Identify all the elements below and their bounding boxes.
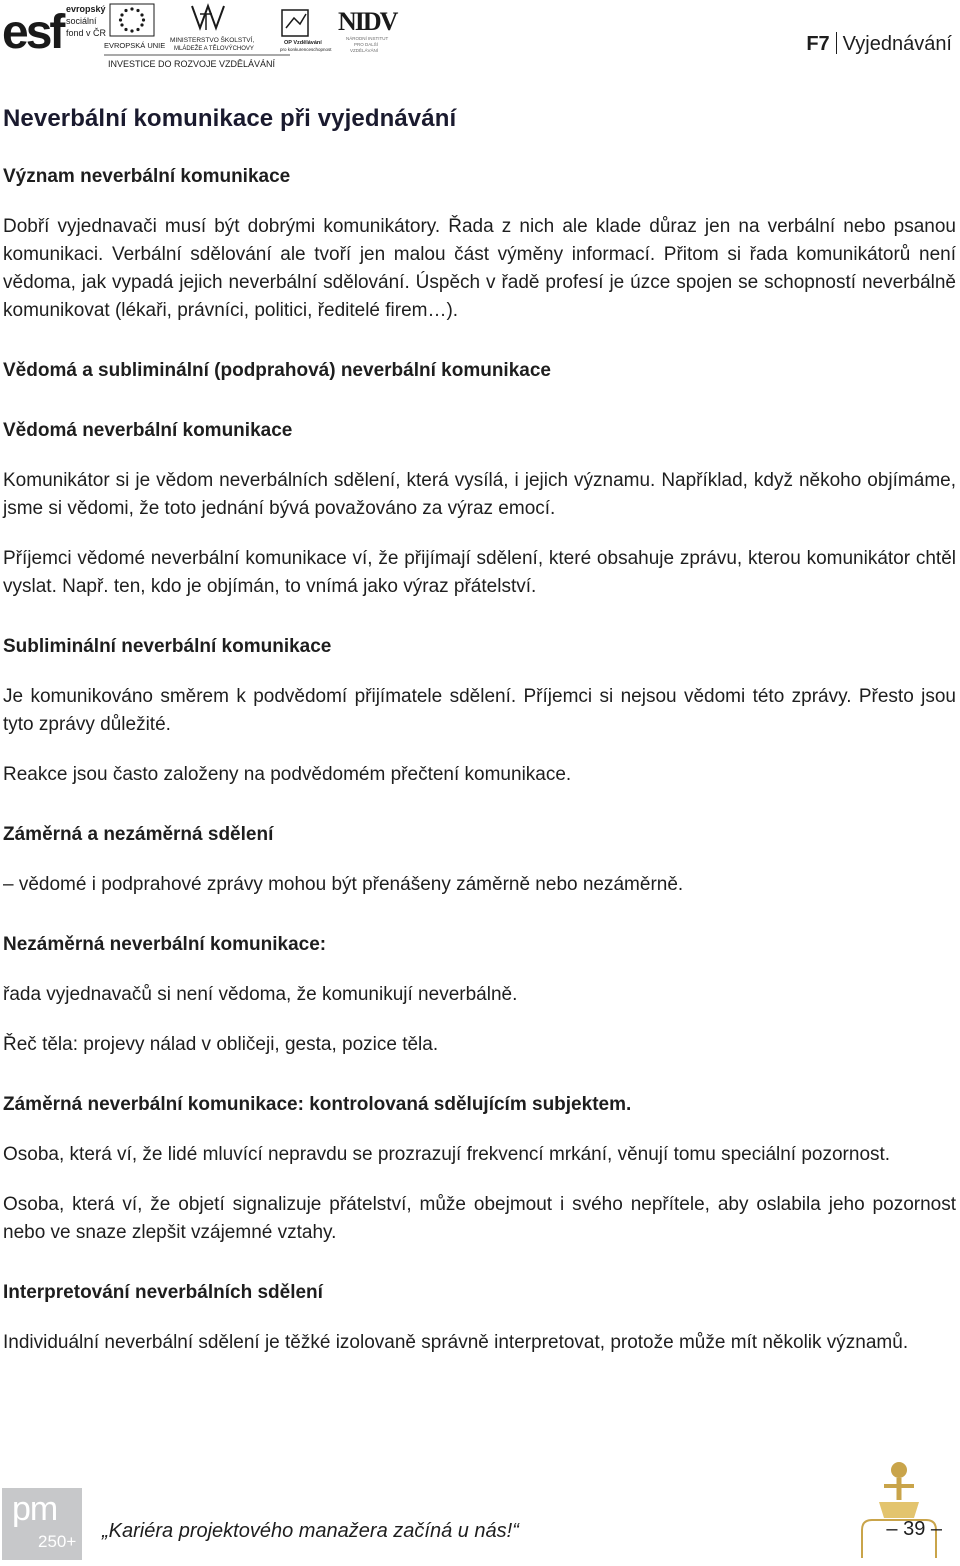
paragraph-zamerna-2: Osoba, která ví, že objetí signalizuje přátelství, může obejmout i svého nepřítele, aby oslabila jeho pozornost nebo ve snaze zlepšit vzájemné vztahy. (3, 1194, 956, 1243)
esf-line-2: sociální (66, 16, 97, 26)
paragraph-vedoma-1: Komunikátor si je vědom neverbálních sdělení, která vysílá, i jejich významu. Například, když někoho objímáme, jsme si vědomi, že toto jednání bývá považováno za výraz emocí. (3, 470, 956, 519)
op-line-1: OP Vzdělávání (284, 40, 322, 46)
paragraph-nezamerna-2: Řeč těla: projevy nálad v obličeji, gesta, pozice těla. (3, 1034, 439, 1055)
nidv-line-1: NÁRODNÍ INSTITUT (346, 36, 389, 41)
chapter-separator (836, 32, 837, 54)
section-heading-subliminalni: Subliminální neverbální komunikace (3, 636, 332, 657)
msmt-line-1: MINISTERSTVO ŠKOLSTVÍ, (170, 37, 255, 44)
op-line-2: pro konkurenceschopnost (280, 47, 332, 52)
chapter-header (806, 32, 952, 56)
msmt-logo (170, 6, 254, 52)
msmt-line-2: MLÁDEŽE A TĚLOVÝCHOVY (174, 46, 254, 52)
paragraph-zamerna-nezamerna: – vědomé i podprahové zprávy mohou být přenášeny záměrně nebo nezáměrně. (3, 874, 684, 895)
page-footer (0, 1480, 960, 1566)
section-heading-nezamerna: Nezáměrná neverbální komunikace: (3, 934, 327, 955)
pm-250-logo (2, 1488, 82, 1560)
logo-tagline: INVESTICE DO ROZVOJE VZDĚLÁVÁNÍ (108, 59, 276, 69)
nidv-line-3: VZDĚLÁVÁNÍ (350, 48, 379, 53)
section-heading-interpretovani: Interpretování neverbálních sdělení (3, 1282, 323, 1303)
paragraph-vyznam: Dobří vyjednavači musí být dobrými komunikátory. Řada z nich ale klade důraz jen na verbální nebo psanou komunikaci. Verbální sdělování ale tvoří jen malou část výměny informací. Přitom si řada komunikátorů není vědoma, jak vypadá jejich neverbální sdělování. Úspěch v řadě profesí je úzce spojen se schopností neverbálně komunikovat (lékaři, právníci, politici, ředitelé firem…). (3, 216, 956, 321)
paragraph-subliminalni-2: Reakce jsou často založeny na podvědomém přečtení komunikace. (3, 764, 572, 785)
esf-line-3: fond v ČR (66, 28, 107, 38)
page-title: Neverbální komunikace při vyjednávání (3, 105, 457, 132)
chapter-code: F7 (806, 33, 830, 55)
esf-logo (2, 4, 107, 59)
paragraph-subliminalni-1: Je komunikováno směrem k podvědomí přijímatele sdělení. Příjemci si nejsou vědomi této zprávy. Přesto jsou tyto zprávy důležité. (3, 686, 956, 735)
section-heading-zamerna: Záměrná neverbální komunikace: kontrolovaná sdělujícím subjektem. (3, 1094, 632, 1115)
header-logo-strip (0, 0, 400, 72)
main-content (3, 105, 956, 1357)
paragraph-nezamerna-1: řada vyjednavačů si není vědoma, že komunikují neverbálně. (3, 984, 518, 1005)
svg-text:esf: esf (2, 6, 63, 59)
chapter-title: Vyjednávání (842, 33, 952, 55)
op-logo (280, 10, 332, 52)
svg-text:NIDV: NIDV (338, 7, 397, 36)
section-heading-vyznam: Význam neverbální komunikace (3, 166, 291, 187)
trophy-icon (854, 1460, 944, 1560)
paragraph-vedoma-2: Příjemci vědomé neverbální komunikace ví, že přijímají sdělení, které obsahuje zprávu, kterou komunikátor chtěl vyslat. Např. ten, kdo je objímán, to vnímá jako výraz přátelství. (3, 548, 956, 597)
section-heading-vedoma: Vědomá neverbální komunikace (3, 420, 293, 441)
paragraph-interpretovani: Individuální neverbální sdělení je těžké izolovaně správně interpretovat, protože může mít několik významů. (3, 1332, 909, 1353)
paragraph-zamerna-1: Osoba, která ví, že lidé mluvící nepravdu se prozrazují frekvencí mrkání, věnují tomu speciální pozornost. (3, 1144, 891, 1165)
nidv-line-2: PRO DALŠÍ (354, 42, 379, 47)
esf-line-1: evropský (66, 4, 106, 14)
pm-logo-number: 250+ (38, 1532, 77, 1551)
footer-slogan: „Kariéra projektového manažera začíná u nás!“ (102, 1520, 519, 1542)
eu-label: EVROPSKÁ UNIE (104, 41, 166, 50)
nidv-logo (338, 7, 399, 53)
eu-flag-logo (104, 4, 165, 50)
pm-logo-text: pm (12, 1490, 58, 1528)
section-heading-vedoma-subliminalni: Vědomá a subliminální (podprahová) neverbální komunikace (3, 360, 551, 381)
section-heading-zamerna-nezamerna: Záměrná a nezáměrná sdělení (3, 824, 274, 845)
page-number: – 39 – (886, 1518, 942, 1540)
